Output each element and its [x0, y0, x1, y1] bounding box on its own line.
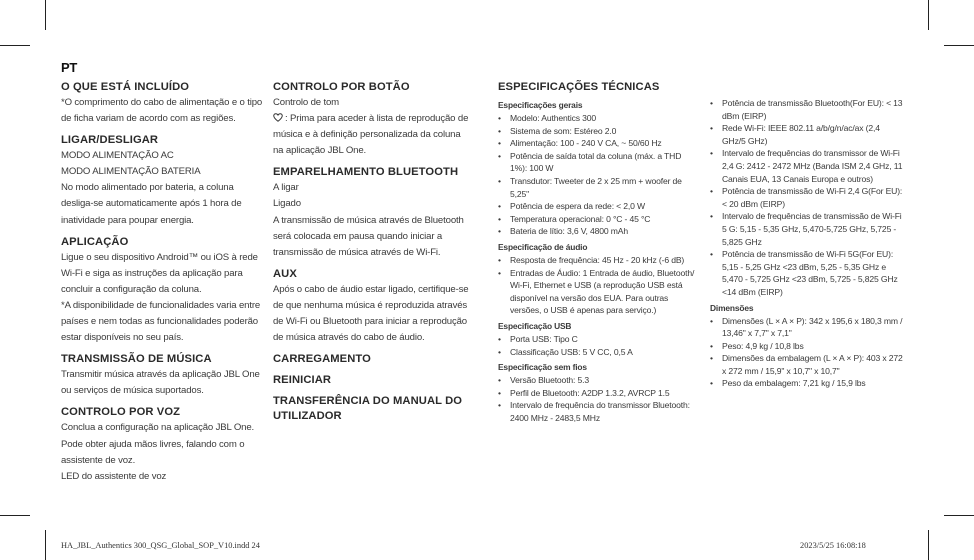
section-title: LIGAR/DESLIGAR — [61, 134, 159, 147]
section-text-body: : Prima para aceder à lista de reprodução de música e à definição personalizada da coluna na aplicação JBL One. — [273, 113, 469, 157]
spec-item: • Resposta de frequência: 45 Hz - 20 kHz (-6 dB) — [498, 254, 698, 267]
section-title: O QUE ESTÁ INCLUÍDO — [61, 81, 190, 93]
section-text: Após o cabo de áudio estar ligado, certifique-se de que nenhuma música é reproduzida através de Wi-Fi ou Bluetooth para iniciar a reprodução de música através do cabo de áudio. — [273, 283, 469, 344]
section-text: Ligue o seu dispositivo Android™ ou iOS à rede Wi-Fi e siga as instruções da aplicação para concluir a configuração da coluna. — [61, 251, 258, 295]
specs-column-1 — [498, 80, 698, 424]
section-line: Ligado — [273, 198, 301, 210]
spec-item: • Intervalo de frequência do transmissor Bluetooth: 2400 MHz - 2483,5 MHz — [498, 399, 698, 424]
crop-mark — [944, 45, 974, 46]
section-line: Pode obter ajuda mãos livres, falando com o assistente de voz. — [61, 438, 245, 466]
footer-filename: HA_JBL_Authentics 300_QSG_Global_SOP_V10.indd 24 — [61, 541, 260, 550]
spec-item: • Dimensões da embalagem (L × A × P): 403 x 272 x 272 mm / 15,9" x 10,7" x 10,7" — [710, 352, 905, 377]
section-title: CONTROLO POR VOZ — [61, 406, 181, 419]
heart-icon — [273, 113, 283, 122]
spec-item: • Temperatura operacional: 0 °C - 45 °C — [498, 213, 698, 226]
section-text: A transmissão de música através de Bluetooth será colocada em pausa quando iniciar a transmissão de música através de Wi-Fi. — [273, 214, 464, 258]
spec-item: • Potência de saída total da coluna (máx. a THD 1%): 100 W — [498, 150, 698, 175]
column-1 — [61, 80, 266, 485]
spec-item: • Modelo: Authentics 300 — [498, 112, 698, 125]
crop-mark — [928, 530, 929, 560]
section-text: *O comprimento do cabo de alimentação e o tipo de ficha variam de acordo com as regiões. — [61, 97, 263, 125]
section-line: LED do assistente de voz — [61, 470, 167, 482]
crop-mark — [928, 0, 929, 30]
section-line: A ligar — [273, 182, 299, 194]
crop-mark — [45, 0, 46, 30]
specs-title: ESPECIFICAÇÕES TÉCNICAS — [498, 81, 660, 93]
spec-list — [498, 374, 698, 424]
crop-mark — [944, 515, 974, 516]
section-title: CONTROLO POR BOTÃO — [273, 81, 410, 93]
section-title: TRANSMISSÃO DE MÚSICA — [61, 353, 212, 366]
crop-mark — [0, 515, 30, 516]
spec-item: • Intervalo de frequências do transmissor de Wi-Fi 2,4 G: 2412 - 2472 MHz (Banda ISM 2,4 GHz, 11 Canais EUA, 13 Canais Europa e outros) — [710, 147, 905, 185]
spec-item: • Potência de transmissão de Wi-Fi 5G(For EU): 5,15 - 5,25 GHz <23 dBm, 5,25 - 5,35 GHz e 5,470 - 5,725 GHz <23 dBm, 5,725 - 5,825 GHz <14 dBm (EIRP) — [710, 248, 905, 298]
spec-subtitle: Especificação USB — [498, 320, 572, 331]
spec-list — [710, 315, 905, 391]
spec-item: • Classificação USB: 5 V CC, 0,5 A — [498, 346, 698, 359]
column-2 — [273, 80, 473, 424]
section-text: *A disponibilidade de funcionalidades varia entre países e nem todas as funcionalidades poderão estar disponíveis no seu país. — [61, 299, 261, 344]
section-title: CARREGAMENTO — [273, 353, 371, 366]
spec-item: • Perfil de Bluetooth: A2DP 1.3.2, AVRCP 1.5 — [498, 387, 698, 400]
crop-mark — [0, 45, 30, 46]
spec-list — [498, 254, 698, 317]
spec-item: • Bateria de lítio: 3,6 V, 4800 mAh — [498, 225, 698, 238]
section-text — [273, 111, 473, 159]
crop-mark — [45, 530, 46, 560]
spec-list — [498, 333, 698, 358]
section-text: No modo alimentado por bateria, a coluna desliga-se automaticamente após 1 hora de inatividade para poupar energia. — [61, 182, 242, 226]
spec-item: • Peso: 4,9 kg / 10,8 lbs — [710, 340, 905, 353]
spec-item: • Potência de espera da rede: < 2,0 W — [498, 200, 698, 213]
language-label: PT — [61, 60, 78, 75]
specs-column-2 — [710, 97, 905, 390]
spec-subtitle: Especificações gerais — [498, 100, 583, 110]
section-text: Transmitir música através da aplicação JBL One ou serviços de música suportados. — [61, 369, 260, 397]
spec-subtitle: Especificação de áudio — [498, 241, 588, 252]
spec-item: • Sistema de som: Estéreo 2.0 — [498, 125, 698, 138]
spec-item: • Alimentação: 100 - 240 V CA, ~ 50/60 Hz — [498, 137, 698, 150]
spec-item: • Versão Bluetooth: 5.3 — [498, 374, 698, 387]
section-title: AUX — [273, 267, 297, 280]
section-title: TRANSFERÊNCIA DO MANUAL DO UTILIZADOR — [273, 395, 463, 423]
section-line: Controlo de tom — [273, 97, 340, 108]
section-title: REINICIAR — [273, 374, 332, 387]
spec-item: • Intervalo de frequências de transmissão de Wi-Fi 5 G: 5,15 - 5,35 GHz, 5,470-5,725 GHz, 5,725 - 5,825 GHz — [710, 210, 905, 248]
spec-item: • Entradas de Áudio: 1 Entrada de áudio, Bluetooth/ Wi-Fi, Ethernet e USB (a reprodução USB está disponível na versão dos EUA. Para outras versões, o USB é apenas para serviço.) — [498, 267, 698, 317]
section-line: MODO ALIMENTAÇÃO AC — [61, 150, 174, 162]
section-line: MODO ALIMENTAÇÃO BATERIA — [61, 166, 201, 178]
section-title: APLICAÇÃO — [61, 235, 129, 248]
spec-list — [498, 112, 698, 238]
section-line: Conclua a configuração na aplicação JBL One. — [61, 422, 255, 434]
spec-item: • Potência de transmissão de Wi-Fi 2,4 G(For EU): < 20 dBm (EIRP) — [710, 185, 905, 210]
spec-item: • Rede Wi-Fi: IEEE 802.11 a/b/g/n/ac/ax (2,4 GHz/5 GHz) — [710, 122, 905, 147]
spec-item: • Dimensões (L × A × P): 342 x 195,6 x 180,3 mm / 13,46" x 7,7" x 7,1" — [710, 315, 905, 340]
spec-item: • Potência de transmissão Bluetooth(For EU): < 13 dBm (EIRP) — [710, 97, 905, 122]
spec-list — [710, 97, 905, 299]
spec-item: • Peso da embalagem: 7,21 kg / 15,9 lbs — [710, 377, 905, 390]
footer-timestamp: 2023/5/25 16:08:18 — [800, 541, 866, 550]
spec-item: • Transdutor: Tweeter de 2 x 25 mm + woofer de 5,25" — [498, 175, 698, 200]
spec-subtitle: Especificação sem fios — [498, 362, 587, 373]
section-title: EMPARELHAMENTO BLUETOOTH — [273, 166, 459, 179]
spec-item: • Porta USB: Tipo C — [498, 333, 698, 346]
spec-subtitle: Dimensões — [710, 302, 754, 313]
